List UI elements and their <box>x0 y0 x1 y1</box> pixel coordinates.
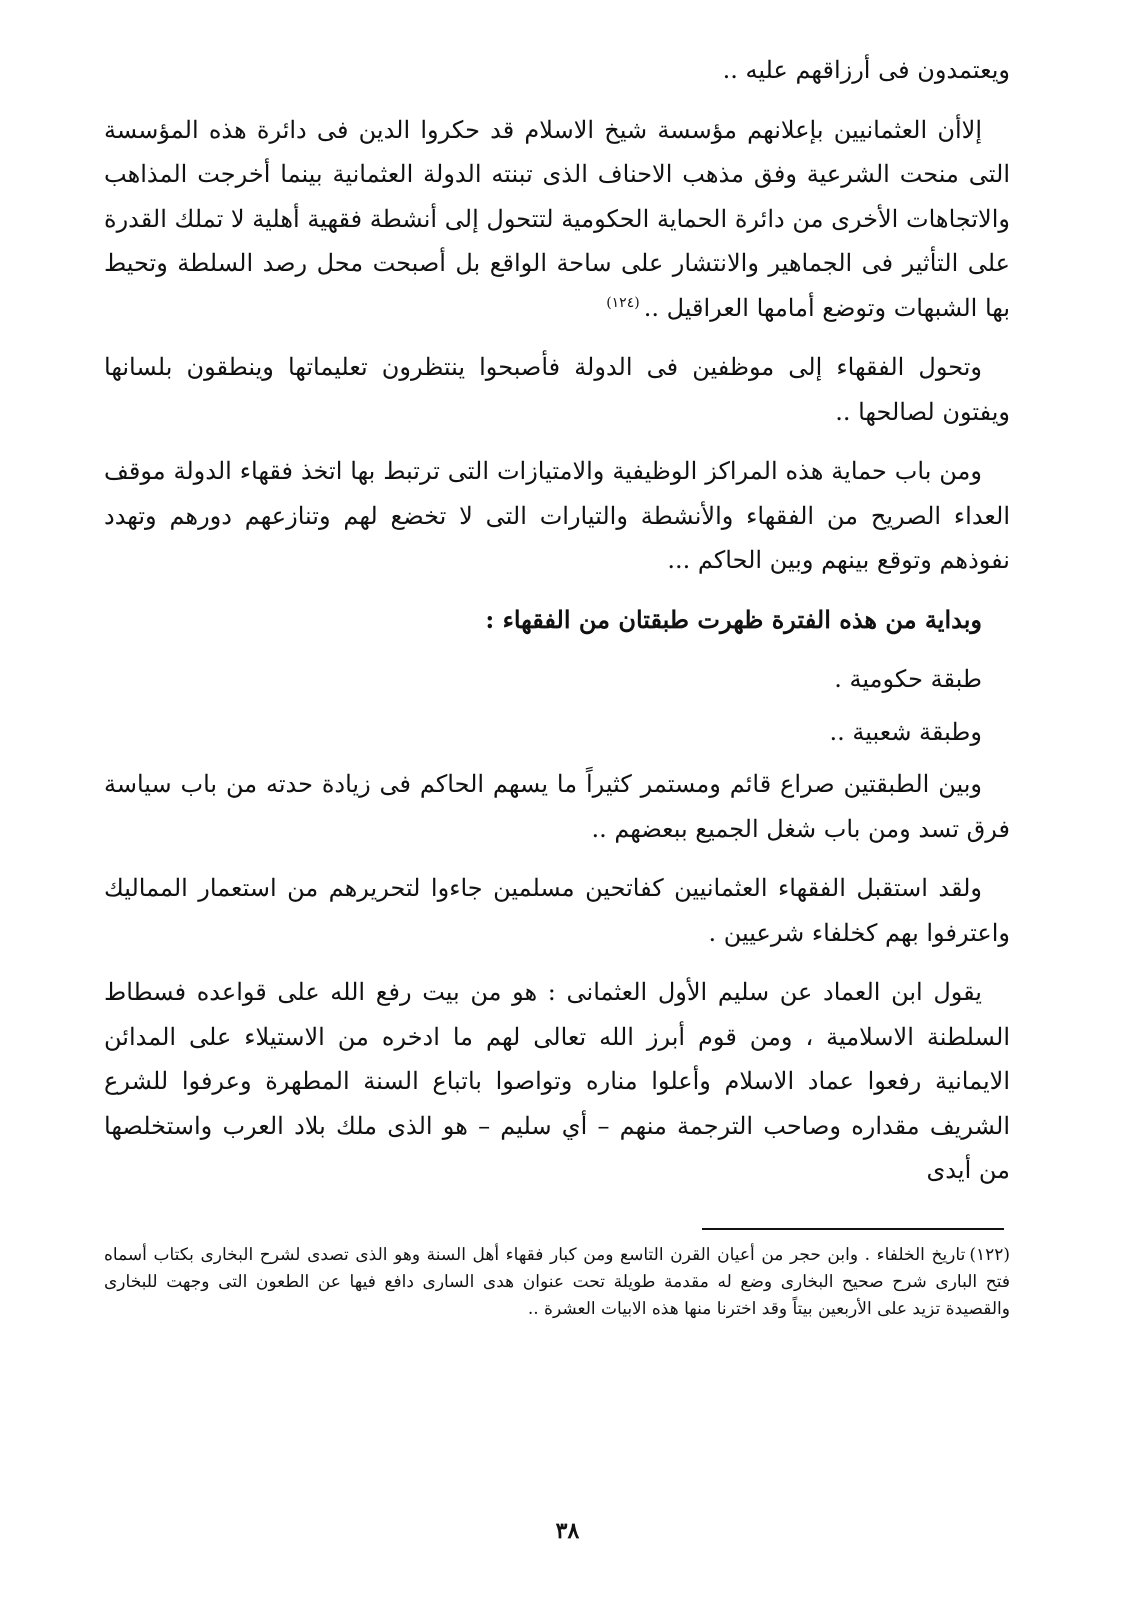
main-text <box>104 48 1010 1208</box>
note-reference: (١٢٤) <box>606 294 640 311</box>
paragraph-7: يقول ابن العماد عن سليم الأول العثمانى : هو من بيت رفع الله على قواعده فسطاط السلطنة الاسلامية ، ومن قوم أبرز الله تعالى لهم ما ادخره من الاستيلاء على المدائن الايمانية رفعوا عماد الاسلام وأعلوا مناره وتواصوا باتباع السنة المطهرة وعرفوا للشرع الشريف مقداره وصاحب الترجمة منهم – أي سليم – هو الذى ملك بلاد العرب واستخلصها من أيدى <box>104 978 1010 1184</box>
section-heading: وبداية من هذه الفترة ظهرت طبقتان من الفقهاء : <box>485 604 982 634</box>
paragraph-1: ويعتمدون فى أرزاقهم عليه .. <box>722 56 1010 84</box>
footnote-divider <box>702 1228 1004 1230</box>
paragraph-2-text: إلاأن العثمانيين بإعلانهم مؤسسة شيخ الاسلام قد حكروا الدين فى دائرة هذه المؤسسة التى منحت الشرعية وفق مذهب الاحناف الذى تبنته الدولة العثمانية بينما أخرجت المذاهب والاتجاهات الأخرى من دائرة الحماية الحكومية لتتحول إلى أنشطة فقهية أهلية لا تملك القدرة على التأثير فى الجماهير والانتشار على ساحة الواقع بل أصبحت محل رصد السلطة وتحيط بها الشبهات وتوضع أمامها العراقيل .. <box>104 115 1010 322</box>
paragraph-4: ومن باب حماية هذه المراكز الوظيفية والامتيازات التى ترتبط بها اتخذ فقهاء الدولة موقف العداء الصريح من الفقهاء والأنشطة والتيارات التى لا تخضع لهم وتنازعهم دورهم وتهدد نفوذهم وتوقع بينهم وبين الحاكم ... <box>104 457 1010 574</box>
footnote-text: تاريخ الخلفاء . وابن حجر من أعيان القرن التاسع ومن كبار فقهاء أهل السنة وهو الذى تصدى لشرح البخارى بكتاب أسماه فتح البارى شرح صحيح البخارى وضع له مقدمة طويلة تحت عنوان هدى السارى دافع فيها عن الطعون التى وجهت للبخارى والقصيدة تزيد على الأربعين بيتاً وقد اخترنا منها هذه الابيات العشرة .. <box>104 1245 1010 1319</box>
footnote-entry <box>104 1242 1010 1323</box>
footnote <box>104 1242 1010 1323</box>
paragraph-2 <box>104 108 1010 331</box>
paragraph-6: ولقد استقبل الفقهاء العثمانيين كفاتحين مسلمين جاءوا لتحريرهم من استعمار المماليك واعترفوا بهم كخلفاء شرعيين . <box>104 874 1010 947</box>
page-number: ٣٨ <box>555 1518 580 1544</box>
list-item-popular: وطبقة شعبية .. <box>829 717 982 746</box>
list-item-government: طبقة حكومية . <box>834 665 982 693</box>
paragraph-3: وتحول الفقهاء إلى موظفين فى الدولة فأصبحوا ينتظرون تعليماتها وينطقون بلسانها ويفتون لصالحها .. <box>104 353 1010 426</box>
paragraph-5: وبين الطبقتين صراع قائم ومستمر كثيراً ما يسهم الحاكم فى زيادة حدته من باب سياسة فرق تسد ومن باب شغل الجميع ببعضهم .. <box>104 770 1010 843</box>
footnote-number: (١٢٢) <box>969 1245 1010 1265</box>
